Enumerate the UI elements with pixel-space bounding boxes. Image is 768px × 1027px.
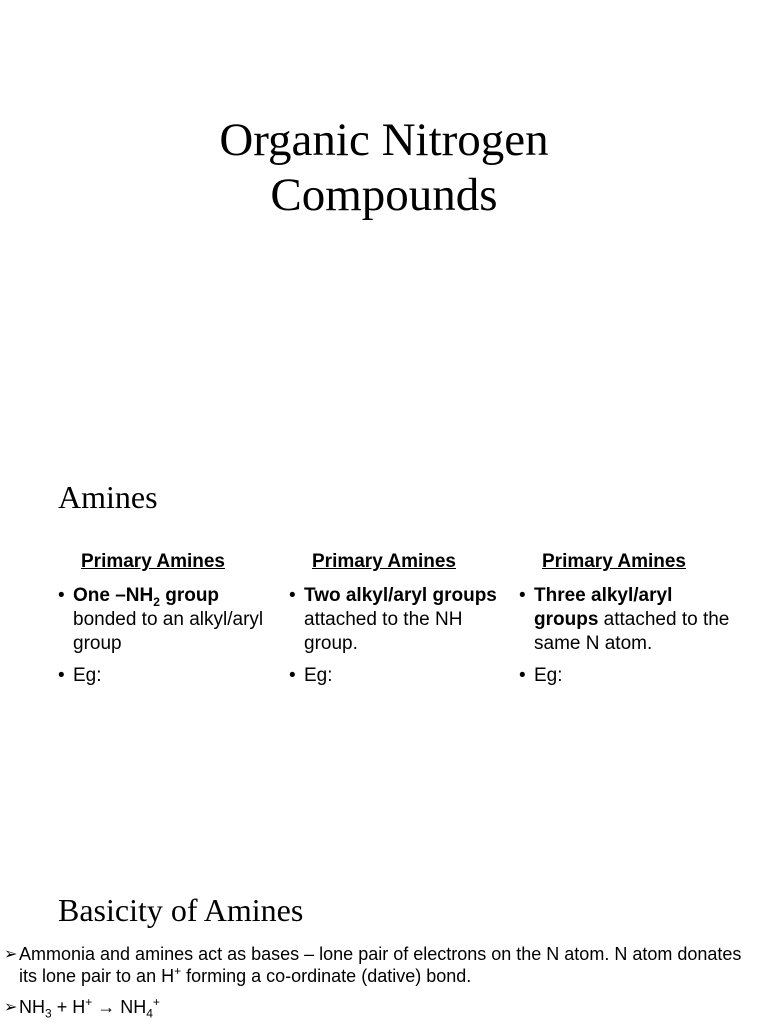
arrowhead-bullet-icon: ➢ (4, 944, 18, 963)
amines-heading: Amines (58, 479, 158, 515)
bullet-text: attached to the same N atom. (534, 609, 730, 654)
bullet-item (289, 584, 509, 656)
column-heading: Primary Amines (542, 551, 686, 572)
title-line-1: Organic Nitrogen (219, 114, 549, 166)
bullet-item (58, 664, 278, 688)
amines-column-3 (519, 550, 739, 696)
bullet-text: attached to the NH group. (304, 609, 463, 654)
bullet-text: bonded to an alkyl/aryl group (73, 609, 264, 654)
bullet-dot-icon: • (289, 665, 296, 686)
basicity-point (4, 943, 744, 987)
bullet-dot-icon: • (519, 585, 526, 606)
bullet-text: Eg: (534, 665, 563, 686)
arrowhead-bullet-icon: ➢ (4, 997, 18, 1016)
bullet-dot-icon: • (519, 665, 526, 686)
bullet-bold-text: One $-NH_2$ group (73, 585, 220, 609)
column-heading: Primary Amines (81, 551, 225, 572)
bullet-dot-icon: • (58, 665, 65, 686)
amines-column-2 (289, 550, 509, 696)
bullet-item (58, 584, 278, 656)
column-heading: Primary Amines (312, 551, 456, 572)
title-line-2: Compounds (270, 169, 498, 221)
point-text: Ammonia and amines act as bases – lone pair of electrons on the N atom. N atom donates its lone pair to an H+ forming a co-ordinate (dative) bond. (19, 944, 742, 986)
equation-text: $NH_3 + H^+ \to NH_4^+$ (19, 995, 160, 1021)
basicity-equation (4, 995, 744, 1021)
page-title (0, 113, 768, 223)
bullet-text: Eg: (73, 665, 102, 686)
reaction-arrow-icon: → (92, 997, 121, 1017)
bullet-item (289, 664, 509, 688)
amines-column-1 (58, 550, 278, 696)
bullet-item (519, 664, 739, 688)
bullet-bold-text: Two alkyl/aryl groups (304, 585, 497, 606)
bullet-dot-icon: • (289, 585, 296, 606)
bullet-bold-text: Three alkyl/aryl groups (534, 585, 673, 630)
bullet-item (519, 584, 739, 656)
bullet-text: Eg: (304, 665, 333, 686)
basicity-points (4, 943, 744, 1027)
basicity-heading: Basicity of Amines (58, 892, 304, 928)
bullet-dot-icon: • (58, 585, 65, 606)
